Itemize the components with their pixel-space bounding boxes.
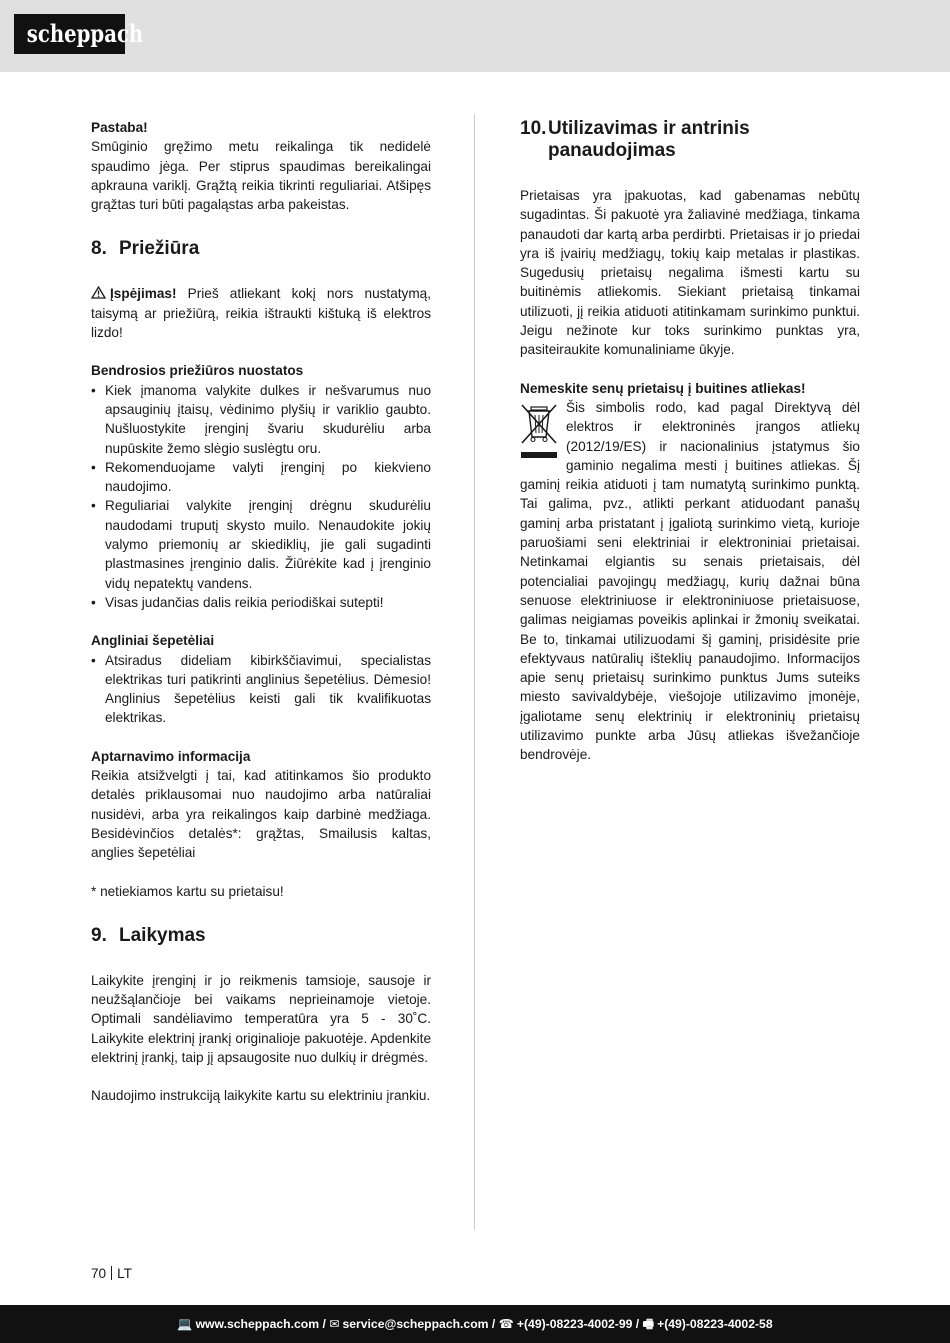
storage-text: Laikykite įrenginį ir jo reikmenis tamsioje, sausoje ir neužšąlančioje bei vaikams neprieinamoje vietoje. Optimali sandėliavimo temperatūra yra 5 - 30˚C. Laikykite elektrinį įrankį originalioje pakuotėje. Apdenkite elektrinį įrankį, taip jį apsaugosite nuo dulkių ir drėgmės. — [91, 972, 431, 1065]
crossed-out-wheelie-bin-icon — [520, 401, 558, 461]
general-maintenance-heading: Bendrosios priežiūros nuostatos — [91, 363, 304, 379]
section-9-heading: 9. Laikymas — [91, 924, 206, 946]
service-info-text: Reikia atsižvelgti į tai, kad atitinkamos šio produkto detalės priklausomai nuo naudojimo arba natūraliai nusidėvi, arba yra reikalingos kaip darbinė medžiaga. Besidėvinčios detalės*: grąžtas, Smailusis kaltas, anglies šepetėliai — [91, 768, 431, 861]
carbon-brushes-heading: Angliniai šepetėliai — [91, 633, 215, 649]
brand-logo: scheppach — [14, 14, 125, 54]
footer-website-link[interactable]: www.scheppach.com — [195, 1317, 320, 1331]
list-item: • Rekomenduojame valyti įrenginį po kiekvieno naudojimo. — [91, 458, 431, 497]
footer-email-link[interactable]: service@scheppach.com — [342, 1317, 489, 1331]
fax-icon: 🖷 — [642, 1317, 655, 1331]
footer-fax: +(49)-08223-4002-58 — [657, 1317, 773, 1331]
mail-icon: ✉ — [329, 1317, 340, 1331]
footer-bar: 💻 www.scheppach.com / ✉ service@scheppach.com / ☎ +(49)-08223-4002-99 / 🖷 +(49)-08223-4002-58 — [0, 1305, 950, 1343]
weee-heading: Nemeskite senų prietaisų į buitines atliekas! — [520, 380, 806, 396]
list-item: • Atsiradus dideliam kibirkščiavimui, specialistas elektrikas turi patikrinti anglinius šepetėlius. Dėmesio! Anglinius šepetėlius keisti gali tik kvalifikuotas elektrikas. — [91, 651, 431, 728]
warning-triangle-icon — [91, 286, 106, 299]
note-label: Pastaba! — [91, 120, 148, 135]
footer-phone: +(49)-08223-4002-99 — [516, 1317, 633, 1331]
column-divider — [474, 114, 475, 1230]
weee-block — [520, 398, 860, 765]
carbon-brushes-list — [91, 651, 431, 728]
header-band — [0, 0, 950, 72]
page-number: 70 LT — [91, 1266, 132, 1281]
list-item: • Visas judančias dalis reikia periodiškai sutepti! — [91, 593, 431, 612]
warning-label: Įspėjimas! — [110, 286, 177, 302]
disposal-text: Prietaisas yra įpakuotas, kad gabenamas nebūtų sugadintas. Ši pakuotė yra žaliavinė medžiaga, tinkama panaudoti dar kartą arba perdirbti. Prietaisas ir jo priedai yra iš įvairių medžiagų, tokių kaip metalas ir plastikas. Sugedusių prietaisų negalima išmesti kartu su buitinėmis atliekomis. Siekiant prietaisą tinkamai utilizuoti, jį reikia atiduoti atitinkamam surinkimo punktui. Jeigu nežinote kur toks surinkimo punktas yra, pasiteiraukite komunaliniame ūkyje. — [520, 188, 860, 358]
page-number-separator — [111, 1266, 112, 1280]
warning-text: Prieš atliekant kokį nors nustatymą, taisymą ar priežiūrą, reikia ištraukti kištuką iš elektros lizdo! — [91, 286, 431, 341]
computer-icon: 💻 — [177, 1317, 193, 1331]
storage-text-2: Naudojimo instrukciją laikykite kartu su elektriniu įrankiu. — [91, 1088, 431, 1104]
note-text: Smūginio gręžimo metu reikalinga tik nedidelė spaudimo jėga. Per stiprus spaudimas bereikalingai apkrauna variklį. Grąžtą reikia tikrinti reguliariai. Atšipęs grąžtas turi būti pagaląstas arba pakeistas. — [91, 139, 431, 213]
list-item: • Reguliariai valykite įrenginį drėgnu skudurėliu naudodami truputį skysto muilo. Nenaudokite jokių valymo priemonių ar skiediklių, jie gali sugadinti plastmasines įrenginio dalis. Žiūrėkite kad į įrenginio vidų nepatektų vandens. — [91, 496, 431, 592]
service-info-heading: Aptarnavimo informacija — [91, 748, 251, 764]
warning-paragraph — [91, 284, 431, 342]
left-column — [91, 118, 431, 1106]
section-8-heading: 8. Priežiūra — [91, 238, 200, 260]
phone-icon: ☎ — [498, 1317, 514, 1331]
right-column — [520, 118, 860, 765]
footnote: * netiekiamos kartu su prietaisu! — [91, 883, 284, 899]
general-maintenance-list — [91, 381, 431, 613]
list-item: • Kiek įmanoma valykite dulkes ir nešvarumus nuo apsauginių įtaisų, vėdinimo plyšių ir variklio gaubto. Nušluostykite įrenginį švariu skudurėliu arba nupūskite žemo slėgio suslėgtu oru. — [91, 381, 431, 458]
section-10-heading: 10. Utilizavimas ir antrinis panaudojimas — [520, 118, 750, 161]
weee-text: Šis simbolis rodo, kad pagal Direktyvą dėl elektros ir elektroninės įrangos atliekų (2012/19/ES) ir nacionalinius įstatymus šio gaminio negalima mesti į buitines atliekas. Šį gaminį reikia atiduoti į tam numatytą surinkimo punktą. Tai galima, pvz., atlikti perkant atiduodant panašų gaminį arba pristatant į įgaliotą surinkimo vietą, kurioje paruošiami seni elektriniai ir elektroniniai prietaisai. Netinkamai elgiantis su senais prietaisais, dėl potencialiai pavojingų medžiagų, kurių dažnai būna senuose elektriniuose ir elektroniniuose prietaisuose, galimas neigiamas poveikis aplinkai ir žmonių sveikatai. Be to, tinkamai utilizuodami šį gaminį, prisidėsite prie efektyvaus natūralių išteklių panaudojimo. Informacijos apie senų prietaisų surinkimo punktus Jums suteiks miesto savivaldybėje, viešojoje utilizavimo įmonėje, įgaliotame senų elektrinių ir elektroninių prietaisų utilizavimo punkte arba Jūsų atliekas išvežančioje bendrovėje. — [520, 399, 860, 763]
